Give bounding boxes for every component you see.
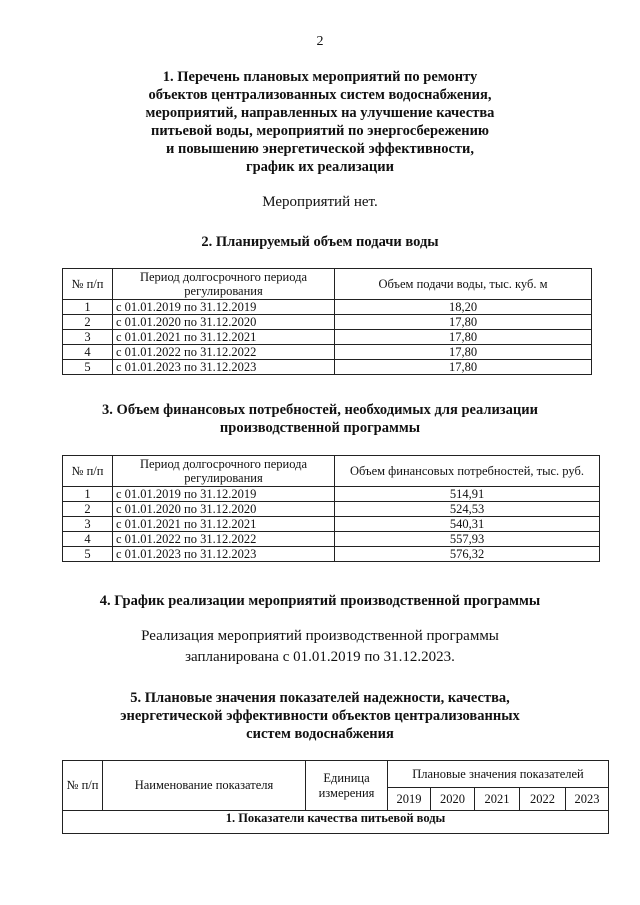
header-value: Объем финансовых потребностей, тыс. руб.	[335, 456, 600, 487]
row-num: 1	[63, 300, 113, 315]
header-name: Наименование показателя	[103, 761, 306, 811]
table-row	[63, 532, 600, 547]
header-year: 2019	[388, 788, 431, 811]
header-unit: Единица измерения	[306, 761, 388, 811]
indicators-table	[62, 760, 609, 834]
header-year: 2022	[520, 788, 566, 811]
table-row	[63, 315, 592, 330]
table-header-row	[63, 269, 592, 300]
row-period: с 01.01.2019 по 31.12.2019	[113, 300, 335, 315]
table-header-row	[63, 761, 609, 788]
row-num: 3	[63, 330, 113, 345]
row-period: с 01.01.2019 по 31.12.2019	[113, 487, 335, 502]
header-planned: Плановые значения показателей	[388, 761, 609, 788]
row-value: 557,93	[335, 532, 600, 547]
row-value: 17,80	[335, 345, 592, 360]
table-header-row	[63, 456, 600, 487]
section4-text: Реализация мероприятий производственной программы запланирована с 01.01.2019 по 31.12.2023.	[141, 628, 499, 665]
header-num: № п/п	[63, 269, 113, 300]
header-year: 2021	[475, 788, 520, 811]
row-num: 5	[63, 360, 113, 375]
row-period: с 01.01.2023 по 31.12.2023	[113, 547, 335, 562]
table-row	[63, 547, 600, 562]
row-period: с 01.01.2021 по 31.12.2021	[113, 517, 335, 532]
header-year: 2023	[566, 788, 609, 811]
row-num: 4	[63, 345, 113, 360]
row-period: с 01.01.2020 по 31.12.2020	[113, 315, 335, 330]
row-period: с 01.01.2022 по 31.12.2022	[113, 532, 335, 547]
header-value: Объем подачи воды, тыс. куб. м	[335, 269, 592, 300]
row-num: 4	[63, 532, 113, 547]
header-period: Период долгосрочного периода регулирования	[113, 456, 335, 487]
table-row	[63, 360, 592, 375]
row-value: 18,20	[335, 300, 592, 315]
table-row	[63, 487, 600, 502]
header-year: 2020	[431, 788, 475, 811]
row-value: 514,91	[335, 487, 600, 502]
row-num: 2	[63, 315, 113, 330]
supply-volume-table	[62, 268, 592, 375]
section2-title: 2. Планируемый объем подачи воды	[201, 234, 439, 250]
row-num: 5	[63, 547, 113, 562]
table-row	[63, 330, 592, 345]
section5-title: 5. Плановые значения показателей надежности, качества, энергетической эффективности объектов централизованных систем водоснабжения	[120, 690, 520, 742]
header-num: № п/п	[63, 761, 103, 811]
row-period: с 01.01.2021 по 31.12.2021	[113, 330, 335, 345]
row-value: 17,80	[335, 360, 592, 375]
financial-needs-table	[62, 455, 600, 562]
section1-title: 1. Перечень плановых мероприятий по ремонту объектов централизованных систем водоснабжения, мероприятий, направленных на улучшение качества питьевой воды, мероприятий по энергосбережению и повышению энергетической эффективности, график их реализации	[145, 69, 495, 175]
row-period: с 01.01.2020 по 31.12.2020	[113, 502, 335, 517]
section3-title: 3. Объем финансовых потребностей, необходимых для реализации производственной программы	[102, 402, 538, 436]
section1-text: Мероприятий нет.	[262, 194, 378, 210]
subsection-title: 1. Показатели качества питьевой воды	[63, 811, 609, 834]
table-row	[63, 517, 600, 532]
row-period: с 01.01.2023 по 31.12.2023	[113, 360, 335, 375]
table-row	[63, 345, 592, 360]
header-period: Период долгосрочного периода регулирования	[113, 269, 335, 300]
table-section-row	[63, 811, 609, 834]
table-row	[63, 300, 592, 315]
row-num: 1	[63, 487, 113, 502]
row-value: 17,80	[335, 315, 592, 330]
header-num: № п/п	[63, 456, 113, 487]
section4-title: 4. График реализации мероприятий производственной программы	[99, 593, 541, 609]
row-num: 2	[63, 502, 113, 517]
row-value: 540,31	[335, 517, 600, 532]
page-number: 2	[316, 34, 324, 49]
table-row	[63, 502, 600, 517]
row-period: с 01.01.2022 по 31.12.2022	[113, 345, 335, 360]
row-num: 3	[63, 517, 113, 532]
row-value: 17,80	[335, 330, 592, 345]
row-value: 524,53	[335, 502, 600, 517]
row-value: 576,32	[335, 547, 600, 562]
